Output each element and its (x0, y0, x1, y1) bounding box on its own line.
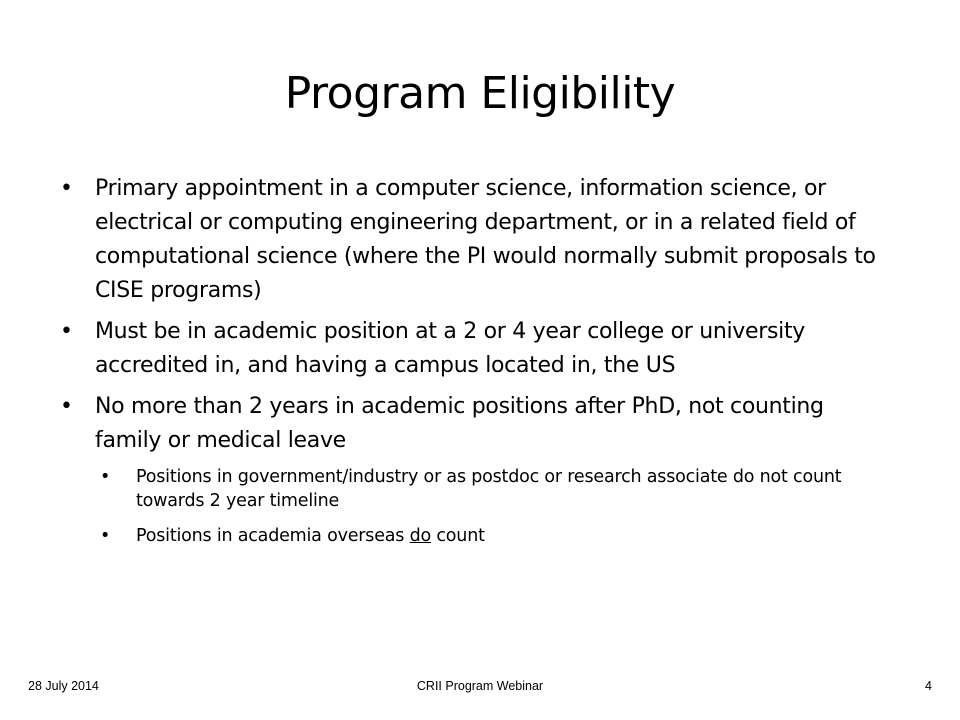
bullet-item (60, 390, 890, 458)
sub-bullet-text-before: Positions in academia overseas (136, 526, 410, 546)
sub-bullet-icon: • (100, 467, 111, 487)
bullet-item (60, 315, 890, 383)
bullet-text: Must be in academic position at a 2 or 4 year college or university accredited in, and having a campus located in, the US (95, 319, 806, 378)
sub-bullet-text: Positions in government/industry or as postdoc or research associate do not count towards 2 year timeline (136, 467, 842, 511)
slide-title: Program Eligibility (284, 68, 676, 119)
bullet-icon: • (60, 176, 73, 201)
sub-bullet-item (100, 524, 890, 548)
sub-bullet-text (136, 526, 485, 546)
bullet-icon: • (60, 319, 73, 344)
footer-title: CRII Program Webinar (416, 679, 544, 693)
sub-bullet-item (100, 465, 890, 513)
bullet-icon: • (60, 394, 73, 419)
footer-page-number: 4 (925, 679, 932, 693)
sub-bullet-icon: • (100, 526, 111, 546)
bullet-item (60, 172, 890, 308)
underlined-emphasis: do (409, 526, 432, 546)
sub-bullet-text-after: count (431, 526, 485, 546)
bullet-text: No more than 2 years in academic positions after PhD, not counting family or medical leave (95, 394, 824, 453)
footer-date: 28 July 2014 (28, 679, 99, 693)
slide-body (60, 172, 890, 559)
bullet-text: Primary appointment in a computer science, information science, or electrical or computing engineering department, or in a related field of computational science (where the PI would normally submit proposals to CISE programs) (95, 176, 876, 303)
